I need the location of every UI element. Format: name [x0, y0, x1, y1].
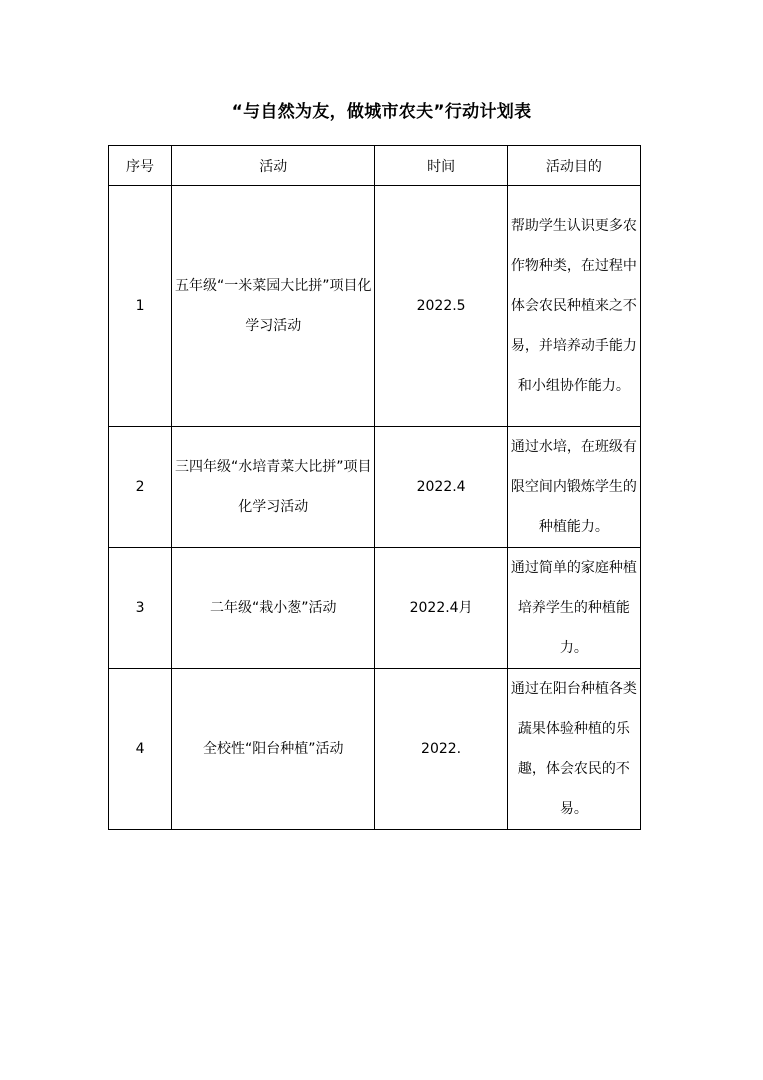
row-activity: 三四年级“水培青菜大比拼”项目化学习活动: [172, 427, 375, 548]
row-index: 1: [109, 186, 172, 427]
row-time: 2022.4: [375, 427, 507, 548]
row-goal: 通过水培，在班级有限空间内锻炼学生的种植能力。: [507, 427, 640, 548]
table-row: [109, 427, 641, 548]
row-goal: 通过简单的家庭种植培养学生的种植能力。: [507, 548, 640, 669]
row-goal: 通过在阳台种植各类蔬果体验种植的乐趣，体会农民的不易。: [507, 669, 640, 830]
table-row: [109, 548, 641, 669]
document-title: “与自然为友，做城市农夫”行动计划表: [231, 102, 532, 122]
header-goal: 活动目的: [507, 146, 640, 186]
row-index: 3: [109, 548, 172, 669]
row-goal: 帮助学生认识更多农作物种类，在过程中体会农民种植来之不易，并培养动手能力和小组协作能力。: [507, 186, 640, 427]
row-time: 2022.5: [375, 186, 507, 427]
table-header-row: [109, 146, 641, 186]
header-index: 序号: [109, 146, 172, 186]
table-row: [109, 186, 641, 427]
row-index: 2: [109, 427, 172, 548]
row-activity: 全校性“阳台种植”活动: [172, 669, 375, 830]
table-row: [109, 669, 641, 830]
header-time: 时间: [375, 146, 507, 186]
row-time: 2022.: [375, 669, 507, 830]
row-activity: 五年级“一米菜园大比拼”项目化学习活动: [172, 186, 375, 427]
row-activity: 二年级“栽小葱”活动: [172, 548, 375, 669]
row-index: 4: [109, 669, 172, 830]
header-activity: 活动: [172, 146, 375, 186]
row-time: 2022.4月: [375, 548, 507, 669]
action-plan-table: [108, 145, 641, 830]
